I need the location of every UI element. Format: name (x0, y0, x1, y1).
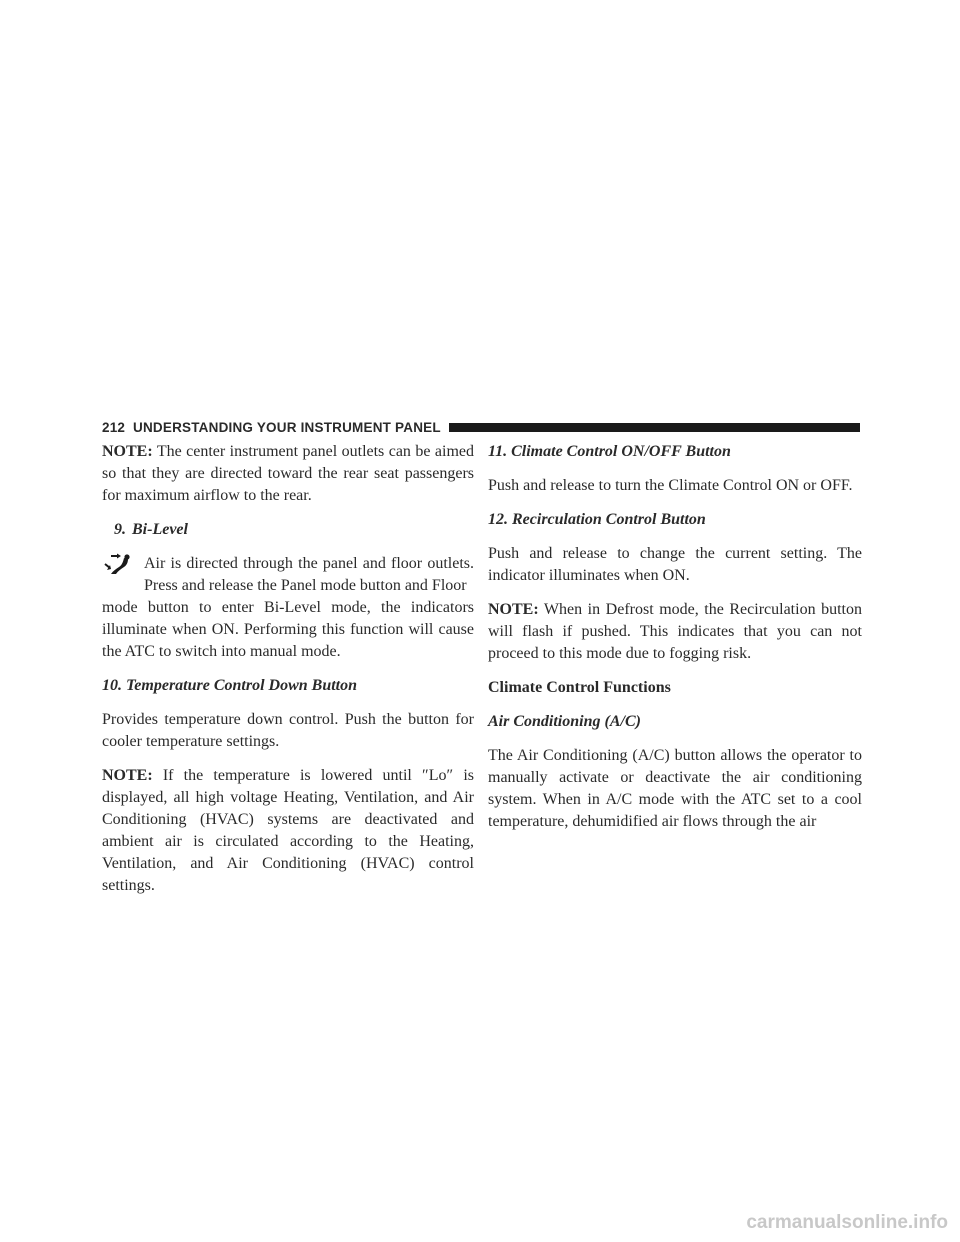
onoff-heading: 11. Climate Control ON/OFF Button (488, 443, 731, 460)
note-label: NOTE: (102, 443, 153, 460)
bi-level-title: Bi-Level (132, 521, 188, 538)
note-lo-temperature (102, 765, 474, 897)
note-label: NOTE: (488, 601, 539, 618)
recirc-heading: 12. Recirculation Control Button (488, 511, 706, 528)
functions-heading: Climate Control Functions (488, 679, 671, 696)
note-text: If the temperature is lowered until ″Lo″ is displayed, all high voltage Heating, Ventilation, and Air Conditioning (HVAC) systems are deactivated and ambient air is circulated according to the Heating, Ventilation, and Air Conditioning (HVAC) control settings. (102, 767, 474, 894)
bi-level-heading (102, 519, 474, 541)
onoff-text: Push and release to turn the Climate Control ON or OFF. (488, 477, 853, 494)
note-center-outlets (102, 441, 474, 507)
right-column (488, 441, 862, 845)
note-text: When in Defrost mode, the Recirculation button will flash if pushed. This indicates that you can not proceed to this mode due to fogging risk. (488, 601, 862, 662)
ac-heading: Air Conditioning (A/C) (488, 713, 641, 730)
header-text (102, 420, 449, 435)
left-column (102, 441, 474, 909)
watermark: carmanualsonline.info (746, 1212, 948, 1233)
ac-text: The Air Conditioning (A/C) button allows the operator to manually activate or deactivate the air conditioning system. When in A/C mode with the ATC set to a cool temperature, dehumidified air flows through the air (488, 747, 862, 830)
note-label: NOTE: (102, 767, 153, 784)
section-title: UNDERSTANDING YOUR INSTRUMENT PANEL (133, 419, 441, 435)
recirc-text: Push and release to change the current setting. The indicator illuminates when ON. (488, 545, 862, 584)
page-number: 212 (102, 419, 126, 435)
bi-level-description (102, 553, 474, 663)
note-text: The center instrument panel outlets can be aimed so that they are directed toward the rear seat passengers for maximum airflow to the rear. (102, 443, 474, 504)
note-defrost (488, 599, 862, 665)
bi-level-text-rest: mode button to enter Bi-Level mode, the indicators illuminate when ON. Performing this function will cause the ATC to switch into manual mode. (102, 599, 474, 660)
temp-down-heading: 10. Temperature Control Down Button (102, 677, 358, 694)
bi-level-number: 9. (114, 521, 126, 538)
page-header (102, 416, 860, 438)
temp-down-text: Provides temperature down control. Push the button for cooler temperature settings. (102, 711, 474, 750)
header-rule (449, 423, 860, 432)
bi-level-mode-icon (102, 553, 132, 575)
bi-level-text-indented: Air is directed through the panel and floor outlets. Press and release the Panel mode button and Floor (144, 555, 474, 594)
